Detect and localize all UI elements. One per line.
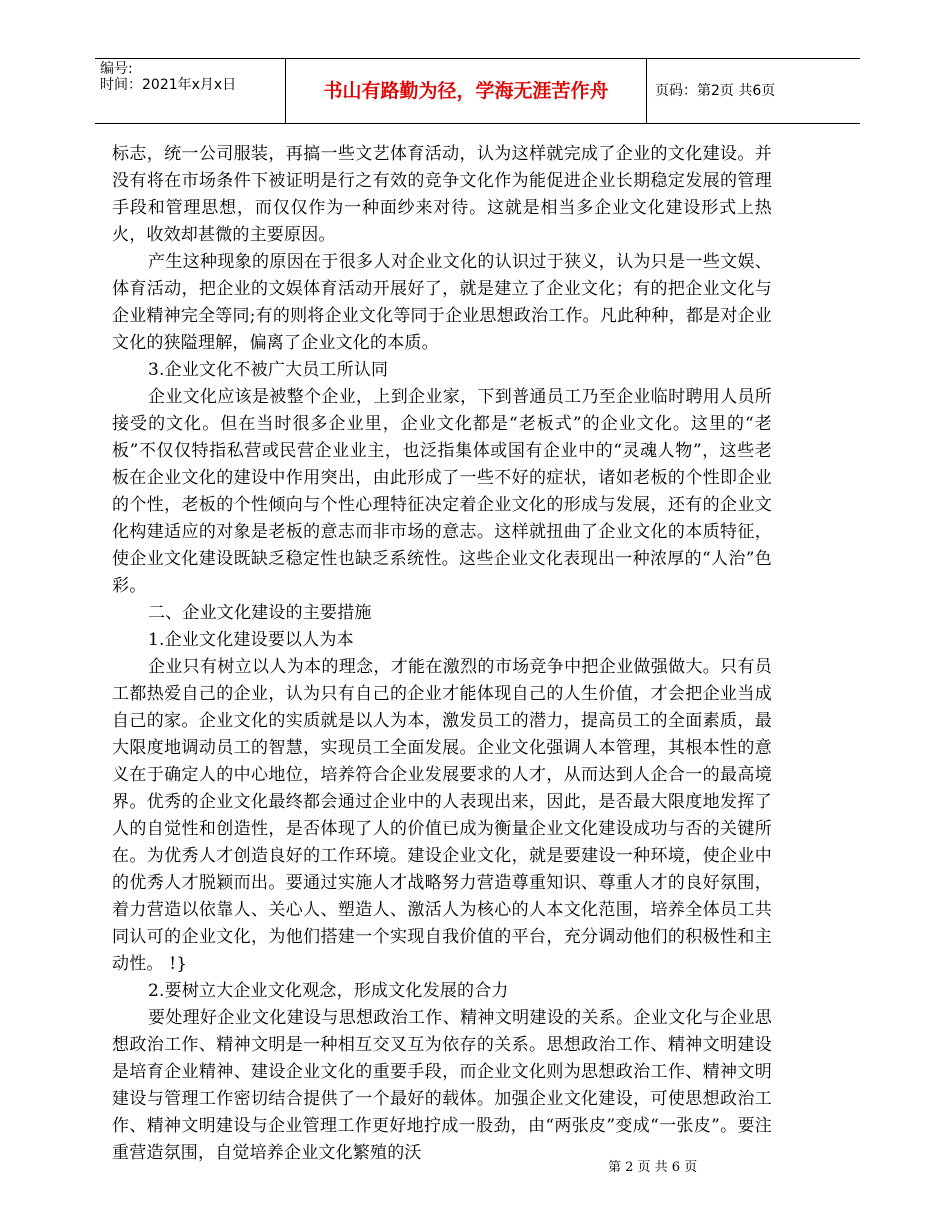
section-heading: 二、企业文化建设的主要措施 [148, 603, 372, 623]
paragraph: 企业只有树立以人为本的理念，才能在激烈的市场竞争中把企业做强做大。只有员工都热爱自己的企业，认为只有自己的企业才能体现自己的人生价值，才会把企业当成自己的家。企业文化的实质就是以人为本，激发员工的潜力，提高员工的全面素质，最大限度地调动员工的智慧，实现员工全面发展。企业文化强调人本管理，其根本性的意义在于确定人的中心地位，培养符合企业发展要求的人才，从而达到人企合一的最高境界。优秀的企业文化最终都会通过企业中的人表现出来，因此，是否最大限度地发挥了人的自觉性和创造性，是否体现了人的价值已成为衡量企业文化建设成功与否的关键所在。为优秀人才创造良好的工作环境。建设企业文化，就是要建设一种环境，使企业中的优秀人才脱颖而出。要通过实施人才战略努力营造尊重知识、尊重人才的良好氛围，着力营造以依靠人、关心人、塑造人、激活人为核心的人本文化范围，培养全体员工共同认可的企业文化，为他们搭建一个实现自我价值的平台，充分调动他们的积极性和主动性。 !} [112, 657, 772, 974]
section-heading: 1.企业文化建设要以人为本 [148, 630, 354, 650]
header-motto: 书山有路勤为径，学海无涯苦作舟 [285, 59, 647, 123]
page-footer: 第 2 页 共 6 页 [608, 1160, 698, 1175]
paragraph: 企业文化应该是被整个企业，上到企业家，下到普通员工乃至企业临时聘用人员所接受的文化。但在当时很多企业里，企业文化都是“老板式”的企业文化。这里的“老板”不仅仅特指私营或民营企业业主，也泛指集体或国有企业中的“灵魂人物”，这些老板在企业文化的建设中作用突出，由此形成了一些不好的症状，诸如老板的个性即企业的个性，老板的个性倾向与个性心理特征决定着企业文化的形成与发展，还有的企业文化构建适应的对象是老板的意志而非市场的意志。这样就扭曲了企业文化的本质特征，使企业文化建设既缺乏稳定性也缺乏系统性。这些企业文化表现出一种浓厚的“人治”色彩。 [112, 387, 772, 596]
document-body [112, 141, 772, 1167]
section-heading: 3.企业文化不被广大员工所认同 [148, 360, 389, 380]
document-number-label: 编号: [100, 61, 133, 77]
paragraph: 要处理好企业文化建设与思想政治工作、精神文明建设的关系。企业文化与企业思想政治工作、精神文明是一种相互交叉互为依存的关系。思想政治工作、精神文明建设是培育企业精神、建设企业文化的重要手段，而企业文化则为思想政治工作、精神文明建设与管理工作密切结合提供了一个最好的载体。加强企业文化建设，可使思想政治工作、精神文明建设与企业管理工作更好地拧成一股劲，由“两张皮”变成“一张皮”。要注重营造氛围，自觉培养企业文化繁殖的沃 [112, 1008, 772, 1163]
page-header [95, 58, 860, 124]
paragraph: 标志，统一公司服装，再搞一些文艺体育活动，认为这样就完成了企业的文化建设。并没有将在市场条件下被证明是行之有效的竞争文化作为能促进企业长期稳定发展的管理手段和管理思想，而仅仅作为一种面纱来对待。这就是相当多企业文化建设形式上热火，收效却甚微的主要原因。 [112, 144, 772, 245]
header-meta [100, 59, 285, 123]
section-heading: 2.要树立大企业文化观念，形成文化发展的合力 [148, 981, 509, 1001]
header-page-number: 页码：第2页 共6页 [655, 83, 776, 99]
paragraph: 产生这种现象的原因在于很多人对企业文化的认识过于狭义，认为只是一些文娱、体育活动，把企业的文娱体育活动开展好了，就是建立了企业文化；有的把企业文化与企业精神完全等同;有的则将企业文化等同于企业思想政治工作。凡此种种，都是对企业文化的狭隘理解，偏离了企业文化的本质。 [112, 252, 772, 353]
document-time-label: 时间：2021年x月x日 [100, 77, 237, 93]
